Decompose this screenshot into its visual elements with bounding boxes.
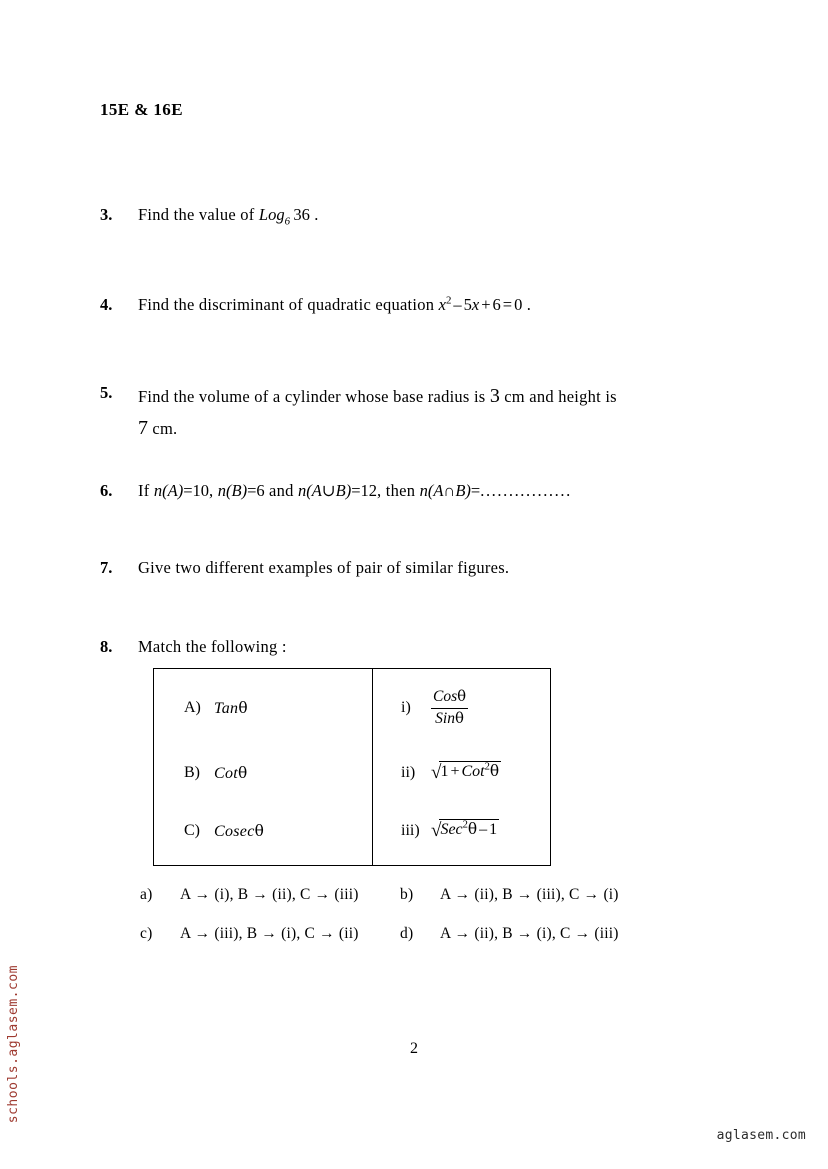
- comma-1: ,: [209, 481, 214, 500]
- match-label-c: C): [184, 822, 200, 839]
- option-c-text: A → (iii), B → (i), C → (ii): [180, 925, 359, 942]
- theta-symbol-ii: θ: [489, 762, 500, 780]
- radical-sign-ii: √: [431, 762, 442, 783]
- fraction-numerator-fn: Cos: [433, 688, 458, 706]
- set-union-value: 12: [360, 481, 378, 500]
- exam-code: 15E & 16E: [100, 100, 183, 119]
- match-row-iii: [373, 802, 550, 860]
- theta-symbol-numerator: θ: [457, 687, 467, 706]
- question-8-number: 8.: [100, 637, 113, 656]
- match-value-a: [214, 699, 248, 718]
- question-6-body: [138, 478, 760, 505]
- set-a: (A): [162, 481, 184, 500]
- log-function: Log: [258, 205, 285, 224]
- option-b-text: A → (ii), B → (iii), C → (i): [440, 886, 619, 903]
- question-8-text: Match the following :: [138, 637, 287, 656]
- question-3-number: 3.: [100, 205, 113, 224]
- option-b[interactable]: [400, 886, 619, 904]
- match-row-a: [154, 679, 372, 737]
- radicand-ii-exponent: 2: [484, 761, 490, 773]
- match-value-a-fn: Tan: [214, 699, 239, 717]
- quadratic-coefficient: 5: [463, 295, 472, 314]
- question-5-number: 5.: [100, 383, 113, 402]
- question-5: [100, 380, 760, 445]
- question-5-text-1: Find the volume of a cylinder whose base radius is: [138, 387, 490, 406]
- fraction-denominator-fn: Sin: [435, 709, 455, 727]
- answer-blank: ................: [480, 481, 572, 500]
- option-d[interactable]: [400, 925, 619, 943]
- radicand-ii-fn: Cot: [461, 763, 485, 780]
- question-3: [100, 202, 760, 229]
- question-7-text: Give two different examples of pair of similar figures.: [138, 558, 510, 577]
- quadratic-operator-2: +: [481, 295, 491, 314]
- radicand-ii-operator: +: [450, 763, 460, 780]
- match-row-ii: [373, 744, 550, 802]
- match-row-i: [373, 679, 550, 737]
- option-d-tag: d): [400, 925, 414, 942]
- conjunction-then: then: [381, 481, 420, 500]
- watermark-corner: aglasem.com: [716, 1128, 806, 1143]
- set-union-equals: =: [351, 481, 361, 500]
- question-5-body: [138, 380, 760, 445]
- set-b-value: 6: [256, 481, 265, 500]
- option-b-tag: b): [400, 886, 414, 903]
- theta-symbol-a: θ: [238, 698, 248, 717]
- question-5-text-3: cm.: [148, 419, 178, 439]
- match-table-right-column: [373, 669, 550, 865]
- question-4-text: Find the discriminant of quadratic equation: [138, 295, 439, 314]
- log-argument: 36: [293, 205, 310, 224]
- match-label-iii: iii): [401, 822, 420, 839]
- match-value-b-fn: Cot: [214, 764, 239, 782]
- match-label-b: B): [184, 764, 200, 781]
- match-value-c-fn: Cosec: [214, 822, 255, 840]
- question-6-number: 6.: [100, 481, 113, 500]
- conjunction-and: and: [264, 481, 298, 500]
- match-row-c: [154, 802, 372, 860]
- match-following-table: [153, 668, 551, 866]
- radicand-ii-lead: 1: [440, 763, 449, 780]
- question-4: [100, 292, 760, 319]
- radical-one-plus-cot-squared: [431, 762, 501, 784]
- radicand-iii-fn: Sec: [440, 821, 463, 838]
- quadratic-variable-2: x: [471, 295, 480, 314]
- radicand-ii: [439, 761, 501, 780]
- option-a-text: A → (i), B → (ii), C → (iii): [180, 886, 359, 903]
- match-row-b: [154, 744, 372, 802]
- theta-symbol-iii: θ: [467, 820, 478, 838]
- cylinder-radius-value: 3: [489, 385, 500, 407]
- radicand-iii-exponent: 2: [462, 819, 468, 831]
- question-5-text-2: cm and height is: [499, 387, 617, 406]
- set-function-a: n: [153, 481, 163, 500]
- question-7-number: 7.: [100, 558, 113, 577]
- radicand-iii-operator: –: [479, 821, 488, 838]
- set-b-equals: =: [247, 481, 257, 500]
- option-a-tag: a): [140, 886, 153, 903]
- radical-sign-iii: √: [431, 820, 442, 841]
- set-function-union: n: [297, 481, 307, 500]
- question-6: [100, 478, 760, 505]
- quadratic-constant: 6: [492, 295, 501, 314]
- set-intersection: (A∩B): [427, 481, 471, 500]
- match-value-b: [214, 764, 248, 783]
- question-7: [100, 555, 760, 582]
- match-label-ii: ii): [401, 764, 416, 781]
- page-number: 2: [410, 1040, 418, 1057]
- watermark-side: schools.aglasem.com: [6, 965, 21, 1124]
- question-6-if: If: [138, 481, 154, 500]
- cylinder-height-value: 7: [138, 417, 148, 440]
- quadratic-rhs: 0: [514, 295, 523, 314]
- radicand-iii: [439, 819, 499, 838]
- match-table-left-column: [154, 669, 373, 865]
- question-4-number: 4.: [100, 295, 113, 314]
- quadratic-operator-1: –: [453, 295, 462, 314]
- option-c-tag: c): [140, 925, 153, 942]
- question-3-suffix: .: [309, 205, 319, 224]
- set-a-equals: =: [183, 481, 193, 500]
- fraction-numerator: [431, 688, 468, 708]
- radicand-iii-trail: 1: [489, 821, 498, 838]
- quadratic-variable: x: [438, 295, 446, 314]
- set-function-b: n: [217, 481, 227, 500]
- option-d-text: A → (ii), B → (i), C → (iii): [440, 925, 619, 942]
- set-union: (A∪B): [306, 481, 352, 500]
- radical-sec-squared-minus-one: [431, 820, 499, 842]
- quadratic-equals: =: [502, 295, 513, 314]
- theta-symbol-denominator: θ: [454, 708, 464, 727]
- set-intersection-equals: =: [470, 481, 481, 500]
- set-function-intersection: n: [419, 481, 428, 500]
- theta-symbol-c: θ: [254, 821, 265, 840]
- question-3-text: Find the value of: [138, 205, 259, 224]
- question-3-body: [138, 202, 760, 229]
- set-b: (B): [226, 481, 248, 500]
- question-4-suffix: .: [522, 295, 532, 314]
- fraction-denominator: [431, 709, 468, 728]
- quadratic-exponent: 2: [445, 294, 452, 307]
- match-value-c: [214, 822, 264, 841]
- option-c[interactable]: [140, 925, 359, 943]
- set-a-value: 10: [192, 481, 210, 500]
- comma-2: ,: [377, 481, 382, 500]
- option-a[interactable]: [140, 886, 359, 904]
- match-label-i: i): [401, 699, 411, 716]
- fraction-cos-over-sin: [431, 688, 468, 728]
- question-4-body: [138, 292, 760, 319]
- log-base: 6: [284, 215, 291, 228]
- question-8: [100, 634, 760, 661]
- match-label-a: A): [184, 699, 201, 716]
- theta-symbol-b: θ: [238, 763, 248, 782]
